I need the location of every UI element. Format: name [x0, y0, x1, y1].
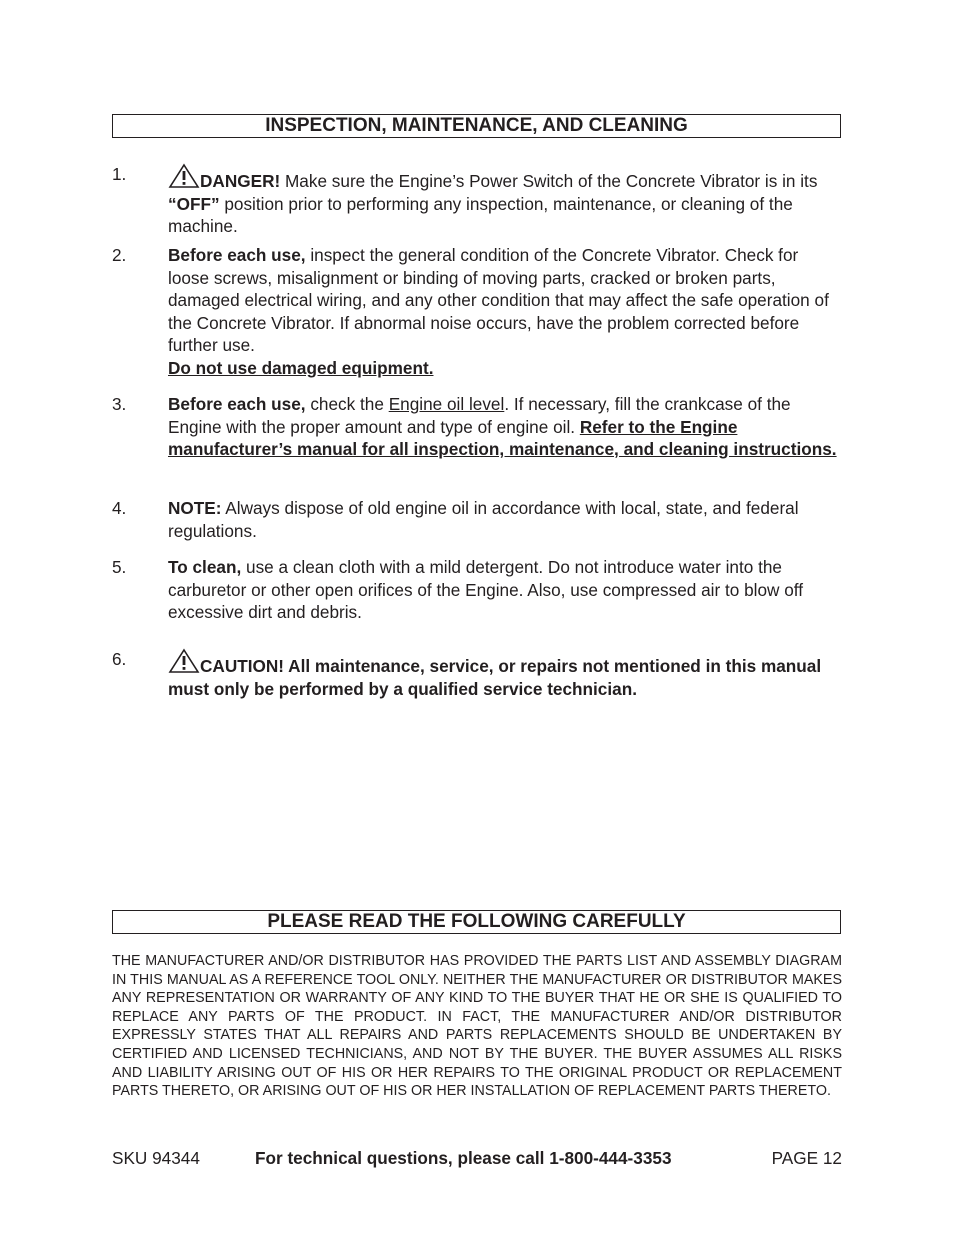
item-emphasis: Do not use damaged equipment.	[168, 357, 434, 378]
item-number: 5.	[112, 557, 127, 577]
section-title-please-read: PLEASE READ THE FOLLOWING CAREFULLY	[112, 910, 841, 934]
legal-disclaimer: THE MANUFACTURER AND/OR DISTRIBUTOR HAS PROVIDED THE PARTS LIST AND ASSEMBLY DIAGRAM IN THIS MANUAL AS A REFERENCE TOOL ONLY. NEITHER THE MANUFACTURER OR DISTRIBUTOR MAKES ANY REPRESENTATION OR WARRANTY OF ANY KIND TO THE BUYER THAT HE OR SHE IS QUALIFIED TO REPLACE ANY PARTS OF THE PRODUCT. IN FACT, THE MANUFACTURER AND/OR DISTRIBUTOR EXPRESSLY STATES THAT ALL REPAIRS AND PARTS REPLACEMENTS SHOULD BE UNDERTAKEN BY CERTIFIED AND LICENSED TECHNICIANS, AND NOT BY THE BUYER. THE BUYER ASSUMES ALL RISKS AND LIABILITY ARISING OUT OF HIS OR HER REPAIRS TO THE ORIGINAL PRODUCT OR REPLACEMENT PARTS THERETO, OR ARISING OUT OF HIS OR HER INSTALLATION OF REPLACEMENT PARTS THERETO.	[112, 953, 842, 1100]
section-title-inspection: INSPECTION, MAINTENANCE, AND CLEANING	[112, 114, 841, 138]
item-lead: NOTE:	[168, 498, 222, 518]
item-lead: Before each use,	[168, 394, 306, 414]
off-label: “OFF”	[168, 193, 220, 214]
list-item	[112, 648, 842, 700]
item-number: 2.	[112, 245, 127, 265]
item-number: 1.	[112, 164, 127, 184]
engine-oil-level-text: Engine oil level	[388, 394, 505, 414]
warning-triangle-icon	[168, 163, 200, 189]
item-text: inspect the general condition of the Concrete Vibrator. Check for loose screws, misalignment or binding of moving parts, cracked or broken parts, damaged electrical wiring, and any other condition that may affect the safe operation of the Concrete Vibrator. If abnormal noise occurs, have the problem corrected before further use.	[168, 245, 829, 355]
list-item	[112, 556, 842, 624]
caution-label: CAUTION!	[200, 656, 285, 676]
list-item	[112, 163, 842, 238]
item-emphasis: Refer to the Engine manufacturer’s manual for all inspection, maintenance, and cleaning instructions.	[168, 416, 837, 459]
danger-label: DANGER!	[200, 171, 281, 191]
list-item	[112, 393, 842, 461]
footer-tech-support: For technical questions, please call 1-800-444-3353	[255, 1148, 672, 1168]
item-lead: Before each use,	[168, 245, 306, 265]
footer-page-number: PAGE 12	[771, 1148, 842, 1168]
item-number: 4.	[112, 498, 127, 518]
footer-sku: SKU 94344	[112, 1148, 200, 1168]
item-lead: To clean,	[168, 557, 242, 577]
item-text: . If necessary, fill the crankcase of the Engine with the proper amount and type of engine oil.	[168, 394, 791, 437]
item-text: Make sure the Engine’s Power Switch of the Concrete Vibrator is in its	[280, 171, 818, 191]
item-text: use a clean cloth with a mild detergent. Do not introduce water into the carburetor or other open orifices of the Engine. Also, use compressed air to blow off excessive dirt and debris.	[168, 557, 804, 622]
list-item	[112, 244, 842, 379]
item-text: position prior to performing any inspection, maintenance, or cleaning of the machine.	[168, 193, 793, 236]
item-text: check the	[305, 394, 389, 414]
item-number: 3.	[112, 394, 127, 414]
list-item	[112, 497, 842, 542]
item-number: 6.	[112, 649, 127, 669]
item-text: Always dispose of old engine oil in accordance with local, state, and federal regulations.	[168, 498, 799, 541]
warning-triangle-icon	[168, 648, 200, 674]
item-text: All maintenance, service, or repairs not mentioned in this manual must only be performed by a qualified service technician.	[168, 656, 822, 699]
